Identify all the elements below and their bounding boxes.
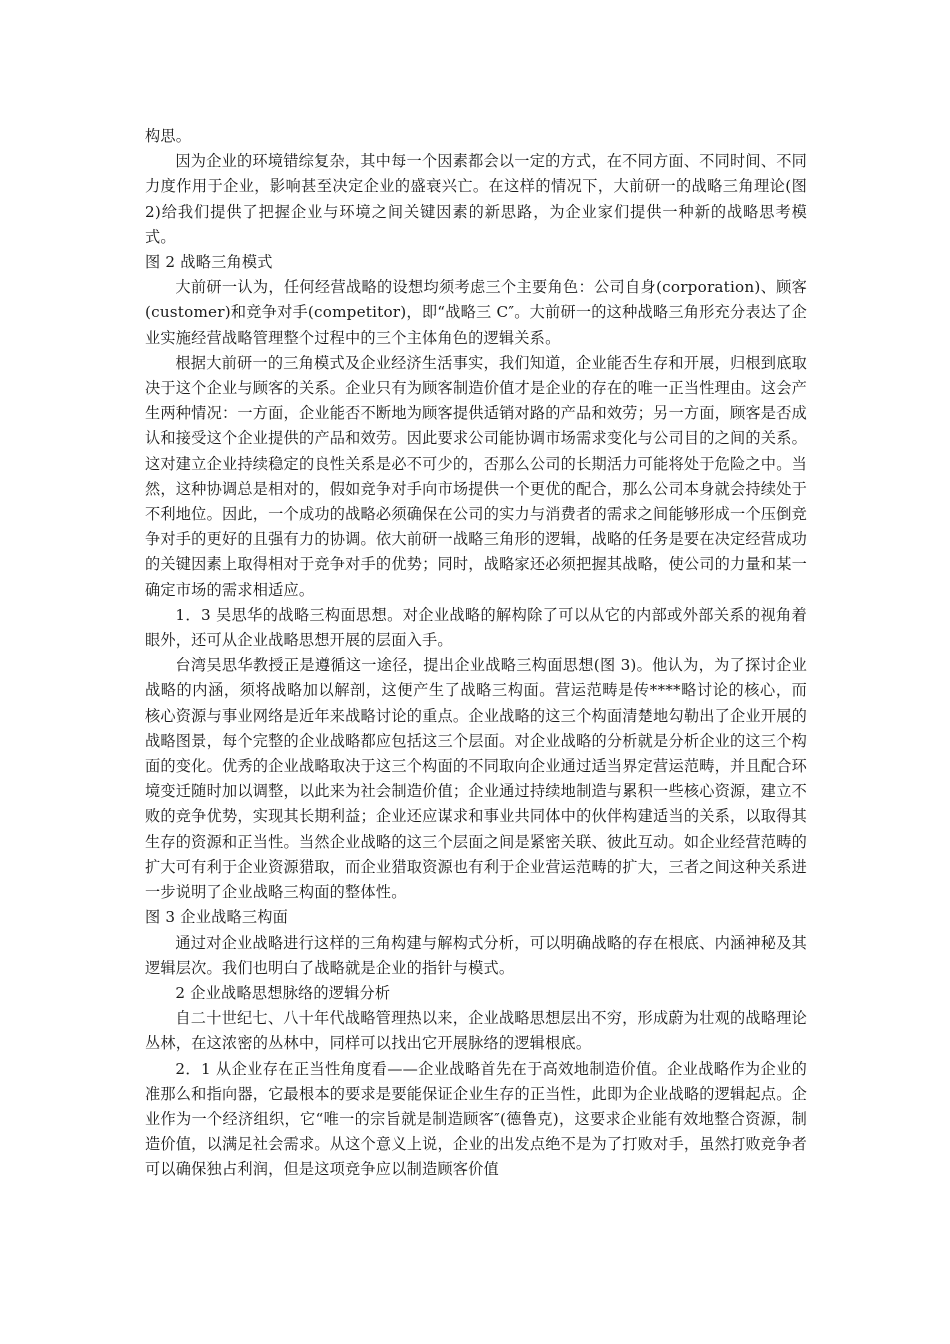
paragraph-continuation: 构思。 xyxy=(145,127,192,145)
paragraph-environment: 因为企业的环境错综复杂，其中每一个因素都会以一定的方式，在不同方面、不同时间、不同力度作用于企业，影响甚至决定企业的盛衰兴亡。在这样的情况下，大前研一的战略三角理论(图 2)给我们提供了把握企业与环境之间关键因素的新思路，为企业家们提供一种新的战略思考模式。 xyxy=(145,152,807,246)
paragraph-triangle-model: 根据大前研一的三角模式及企业经济生活事实，我们知道，企业能否生存和开展，归根到底取决于这个企业与顾客的关系。企业只有为顾客制造价值才是企业的存在的唯一正当性理由。这会产生两种情况：一方面，企业能否不断地为顾客提供适销对路的产品和效劳；另一方面，顾客是否成认和接受这个企业提供的产品和效劳。因此要求公司能协调市场需求变化与公司目的之间的关系。这对建立企业持续稳定的良性关系是必不可少的，否那么公司的长期活力可能将处于危险之中。当然，这种协调总是相对的，假如竞争对手向市场提供一个更优的配合，那么公司本身就会持续处于不利地位。因此，一个成功的战略必须确保在公司的实力与消费者的需求之间能够形成一个压倒竞争对手的更好的且强有力的协调。依大前研一战略三角形的逻辑，战略的任务是要在决定经营成功的关键因素上取得相对于竞争对手的优势；同时，战略家还必须把握其战略，使公司的力量和某一确定市场的需求相适应。 xyxy=(145,353,807,599)
paragraph-three-c: 大前研一认为，任何经营战略的设想均须考虑三个主要角色：公司自身(corporation)、顾客 (customer)和竞争对手(competitor)，即“战略三 C″。大前研一的这种战略三角形充分表达了企业实施经营战略管理整个过程中的三个主体角色的逻辑关系。 xyxy=(145,278,807,347)
section-2-heading: 2 企业战略思想脉络的逻辑分析 xyxy=(175,983,391,1002)
section-2-1-paragraph: 2．1 从企业存在正当性角度看——企业战略首先在于高效地制造价值。企业战略作为企业的准那么和指向器，它最根本的要求是要能保证企业生存的正当性，此即为企业战略的逻辑起点。企业作为一个经济组织，它“唯一的宗旨就是制造顾客″(德鲁克)，这要求企业能有效地整合资源，制造价值，以满足社会需求。从这个意义上说，企业的出发点绝不是为了打败对手，虽然打败竞争者可以确保独占利润，但是这项竞争应以制造顾客价值 xyxy=(145,1059,807,1179)
paragraph-strategy-jungle: 自二十世纪七、八十年代战略管理热以来，企业战略思想层出不穷，形成蔚为壮观的战略理论丛林，在这浓密的丛林中，同样可以找出它开展脉络的逻辑根底。 xyxy=(145,1009,807,1053)
paragraph-analysis-summary: 通过对企业战略进行这样的三角构建与解构式分析，可以明确战略的存在根底、内涵神秘及其逻辑层次。我们也明白了战略就是企业的指针与模式。 xyxy=(145,933,807,977)
document-page xyxy=(145,124,807,1183)
figure-3-caption: 图 3 企业战略三构面 xyxy=(145,908,289,927)
figure-2-caption: 图 2 战略三角模式 xyxy=(145,253,273,272)
section-1-3-heading: 1．3 吴思华的战略三构面思想。对企业战略的解构除了可以从它的内部或外部关系的视角着眼外，还可从企业战略思想开展的层面入手。 xyxy=(145,605,807,650)
paragraph-wu-sihua: 台湾吴思华教授正是遵循这一途径，提出企业战略三构面思想(图 3)。他认为，为了探讨企业战略的内涵，须将战略加以解剖，这便产生了战略三构面。营运范畴是传****略讨论的核心，而核心资源与事业网络是近年来战略讨论的重点。企业战略的这三个构面清楚地勾勒出了企业开展的战略图景，每个完整的企业战略都应包括这三个层面。对企业战略的分析就是分析企业的这三个构面的变化。优秀的企业战略取决于这三个构面的不同取向企业通过适当界定营运范畴，并且配合环境变迁随时加以调整，以此来为社会制造价值；企业通过持续地制造与累积一些核心资源，建立不败的竞争优势，实现其长期利益；企业还应谋求和事业共同体中的伙伴构建适当的关系，以取得其生存的资源和正当性。当然企业战略的这三个层面之间是紧密关联、彼此互动。如企业经营范畴的扩大可有利于企业资源猎取，而企业猎取资源也有利于企业营运范畴的扩大，三者之间这种关系进一步说明了企业战略三构面的整体性。 xyxy=(145,656,807,902)
